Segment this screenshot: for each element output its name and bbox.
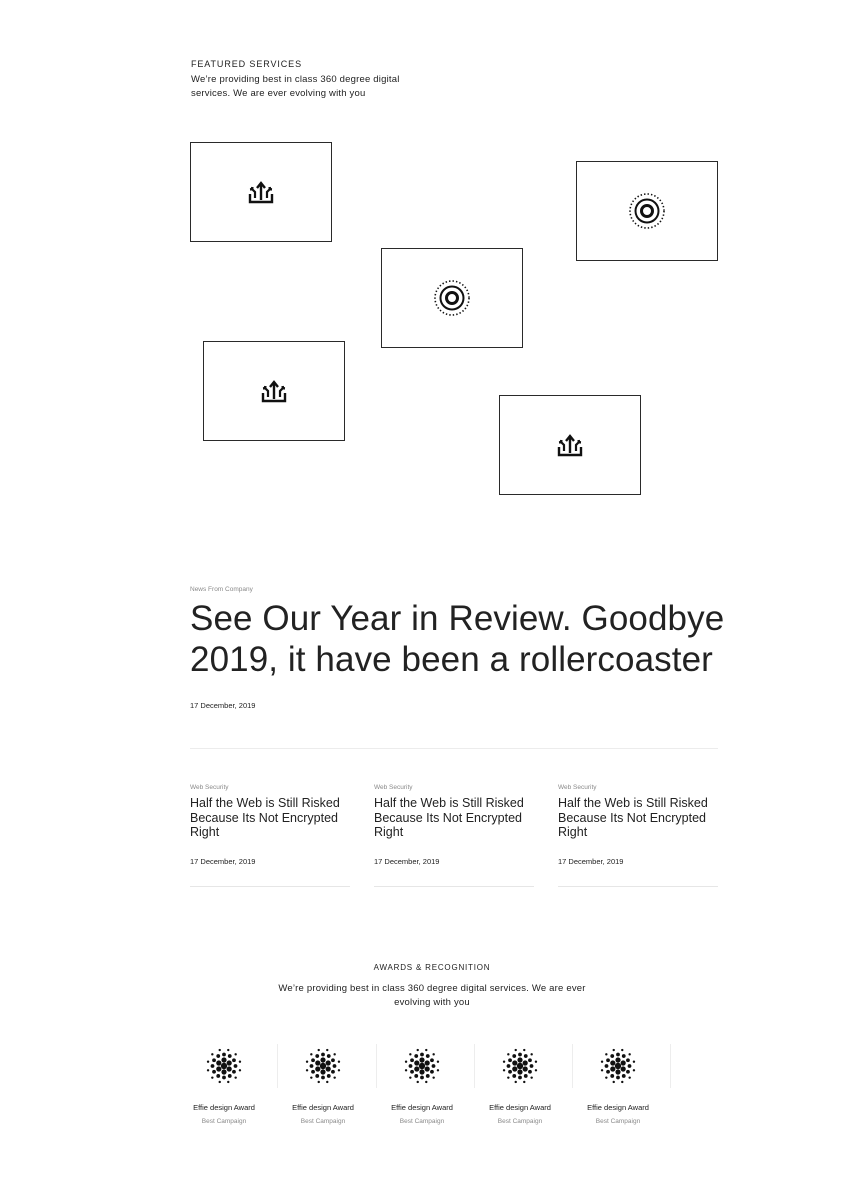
target-icon bbox=[433, 279, 471, 317]
featured-services-subtitle: We’re providing best in class 360 degree digital services. We are ever evolving with you bbox=[191, 74, 400, 99]
award-item bbox=[471, 1045, 569, 1125]
award-name: Effie design Award bbox=[587, 1103, 649, 1112]
awards-title: AWARDS & RECOGNITION bbox=[373, 963, 491, 972]
award-name: Effie design Award bbox=[489, 1103, 551, 1112]
award-name: Effie design Award bbox=[193, 1103, 255, 1112]
service-card[interactable] bbox=[381, 248, 523, 348]
award-emblem-icon bbox=[203, 1045, 245, 1087]
award-name: Effie design Award bbox=[292, 1103, 354, 1112]
news-date: 17 December, 2019 bbox=[190, 701, 256, 710]
service-card[interactable] bbox=[499, 395, 641, 495]
article-title[interactable]: Half the Web is Still Risked Because Its Not Encrypted Right bbox=[190, 796, 340, 839]
award-separator bbox=[670, 1044, 671, 1088]
article-title[interactable]: Half the Web is Still Risked Because Its Not Encrypted Right bbox=[558, 796, 708, 839]
article-divider bbox=[374, 886, 534, 887]
award-label: Best Campaign bbox=[497, 1118, 543, 1125]
award-item bbox=[175, 1045, 273, 1125]
award-emblem-icon bbox=[302, 1045, 344, 1087]
article-card bbox=[558, 784, 718, 887]
article-category: Web Security bbox=[558, 784, 597, 791]
service-card[interactable] bbox=[576, 161, 718, 261]
article-title[interactable]: Half the Web is Still Risked Because Its Not Encrypted Right bbox=[374, 796, 524, 839]
article-date: 17 December, 2019 bbox=[374, 857, 440, 866]
target-icon bbox=[628, 192, 666, 230]
article-divider bbox=[558, 886, 718, 887]
article-card bbox=[374, 784, 534, 887]
award-item bbox=[274, 1045, 372, 1125]
award-emblem-icon bbox=[499, 1045, 541, 1087]
article-card bbox=[190, 784, 350, 887]
award-emblem-icon bbox=[401, 1045, 443, 1087]
news-headline[interactable]: See Our Year in Review. Goodbye 2019, it have been a rollercoaster bbox=[190, 599, 725, 679]
upload-tray-icon bbox=[247, 179, 275, 205]
article-date: 17 December, 2019 bbox=[558, 857, 624, 866]
section-divider bbox=[190, 748, 718, 749]
award-label: Best Campaign bbox=[300, 1118, 346, 1125]
article-date: 17 December, 2019 bbox=[190, 857, 256, 866]
award-label: Best Campaign bbox=[595, 1118, 641, 1125]
awards-subtitle: We’re providing best in class 360 degree digital services. We are ever evolving with you bbox=[278, 983, 586, 1008]
award-item bbox=[373, 1045, 471, 1125]
award-label: Best Campaign bbox=[201, 1118, 247, 1125]
news-kicker: News From Company bbox=[190, 586, 253, 593]
article-category: Web Security bbox=[190, 784, 229, 791]
article-divider bbox=[190, 886, 350, 887]
featured-services-title: FEATURED SERVICES bbox=[191, 59, 302, 69]
award-label: Best Campaign bbox=[399, 1118, 445, 1125]
article-category: Web Security bbox=[374, 784, 413, 791]
service-card[interactable] bbox=[190, 142, 332, 242]
upload-tray-icon bbox=[556, 432, 584, 458]
award-name: Effie design Award bbox=[391, 1103, 453, 1112]
award-emblem-icon bbox=[597, 1045, 639, 1087]
service-card[interactable] bbox=[203, 341, 345, 441]
award-item bbox=[569, 1045, 667, 1125]
upload-tray-icon bbox=[260, 378, 288, 404]
